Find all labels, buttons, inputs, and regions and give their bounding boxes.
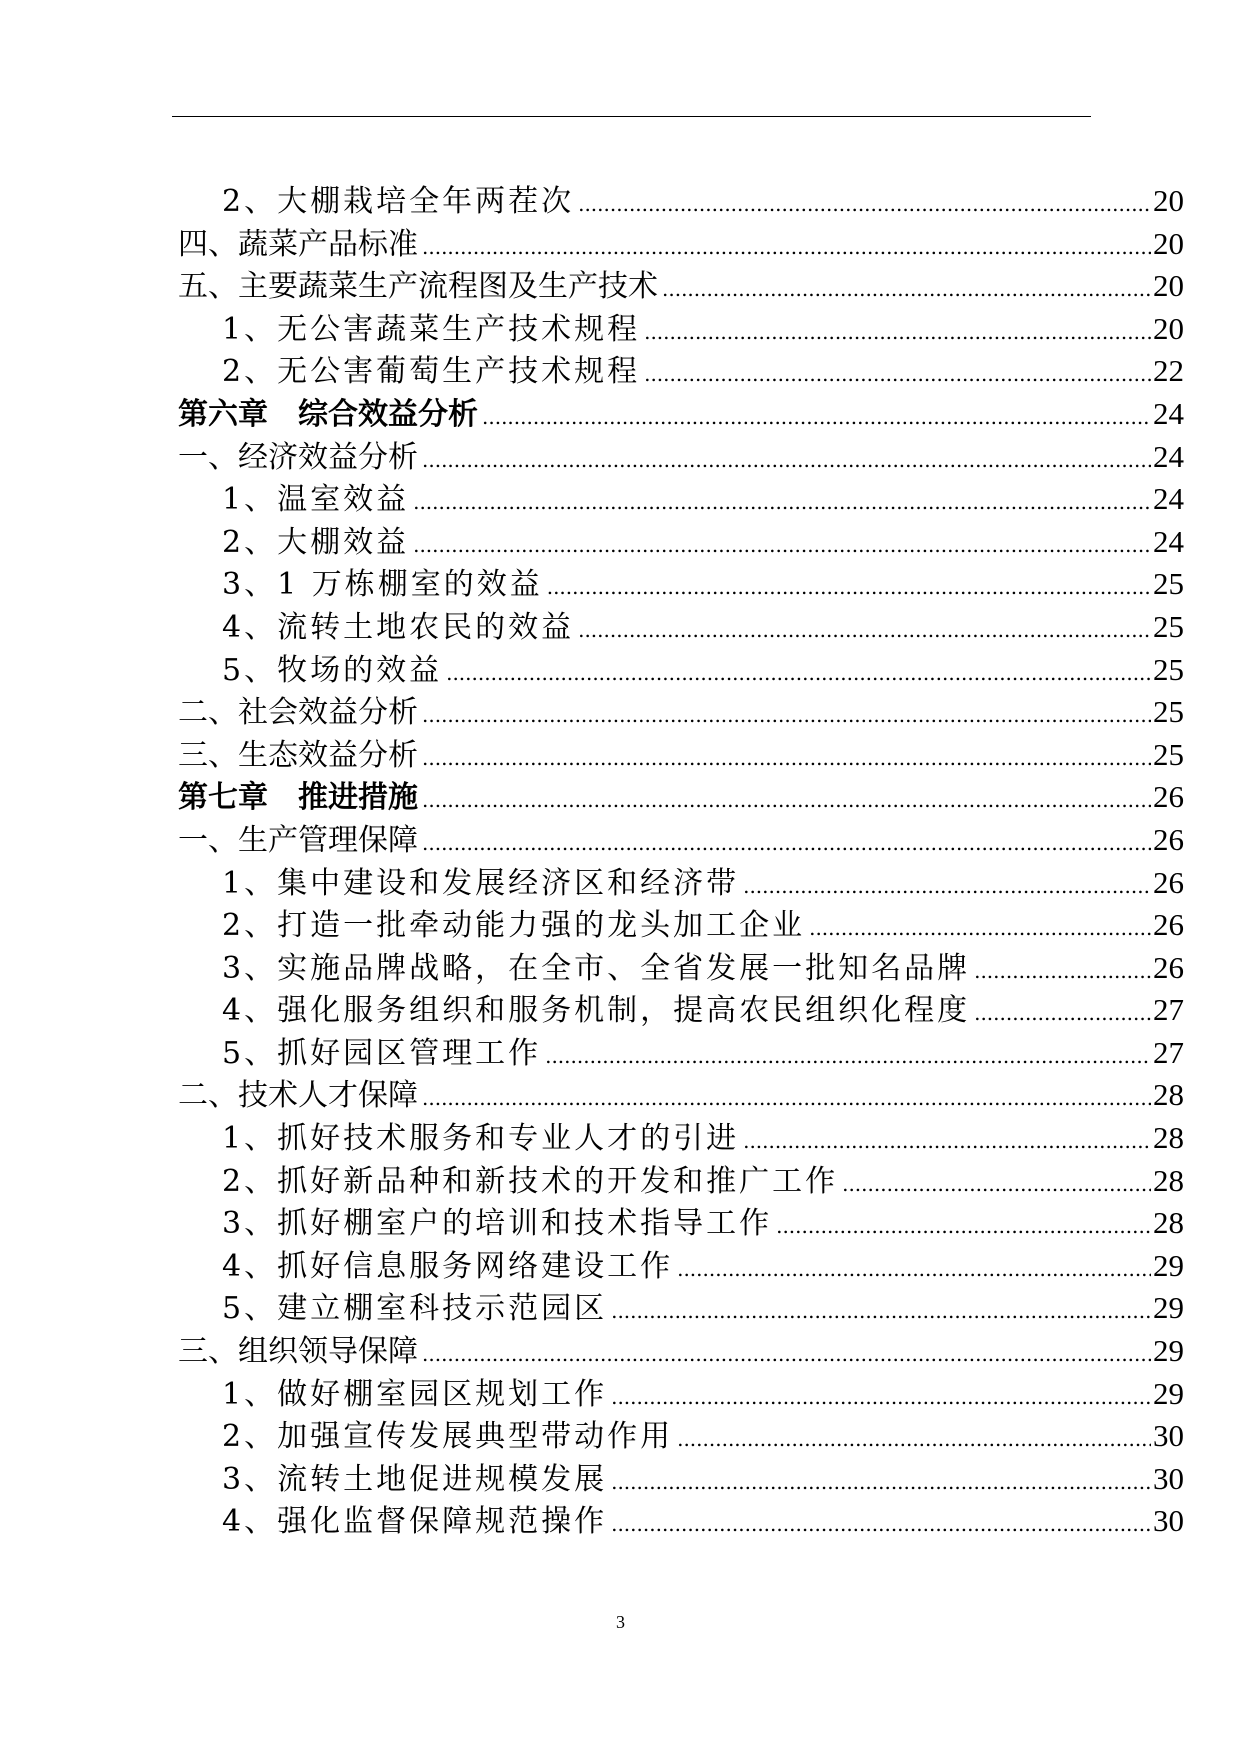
toc-entry-page: 24 xyxy=(1153,523,1184,559)
toc-leader-dots xyxy=(422,224,1151,269)
toc-entry-title: 五、主要蔬菜生产流程图及生产技术 xyxy=(178,269,658,305)
toc-leader-dots xyxy=(422,820,1151,865)
toc-leader-dots xyxy=(578,181,1151,226)
toc-entry-title: 第七章 推进措施 xyxy=(178,780,418,816)
toc-entry-title: 3、1 万栋棚室的效益 xyxy=(222,567,543,603)
toc-entry[interactable] xyxy=(178,1117,1184,1160)
toc-entry[interactable] xyxy=(178,1287,1184,1330)
toc-entry-page: 29 xyxy=(1153,1375,1184,1411)
toc-entry-page: 27 xyxy=(1153,992,1184,1028)
toc-entry[interactable] xyxy=(178,1458,1184,1501)
toc-entry-title: 4、强化监督保障规范操作 xyxy=(222,1504,608,1540)
toc-entry[interactable] xyxy=(178,1160,1184,1203)
toc-entry-title: 3、抓好棚室户的培训和技术指导工作 xyxy=(222,1206,773,1242)
toc-entry-page: 25 xyxy=(1153,736,1184,772)
toc-leader-dots xyxy=(422,437,1151,482)
toc-entry-page: 28 xyxy=(1153,1162,1184,1198)
toc-entry-title: 2、大棚效益 xyxy=(222,524,410,560)
toc-chapter-entry[interactable] xyxy=(178,393,1184,436)
toc-entry[interactable] xyxy=(178,180,1184,223)
toc-entry-title: 3、流转土地促进规模发展 xyxy=(222,1461,608,1497)
toc-entry-title: 5、牧场的效益 xyxy=(222,652,443,688)
toc-entry-page: 30 xyxy=(1153,1460,1184,1496)
toc-leader-dots xyxy=(611,1501,1151,1546)
toc-entry-page: 26 xyxy=(1153,821,1184,857)
toc-leader-dots xyxy=(644,309,1151,354)
toc-leader-dots xyxy=(974,948,1151,993)
table-of-contents xyxy=(178,180,1184,1543)
toc-entry-page: 25 xyxy=(1153,608,1184,644)
toc-entry-page: 29 xyxy=(1153,1333,1184,1369)
toc-entry-title: 二、社会效益分析 xyxy=(178,695,418,731)
toc-entry[interactable] xyxy=(178,649,1184,692)
toc-leader-dots xyxy=(422,777,1151,822)
toc-leader-dots xyxy=(842,1161,1151,1206)
toc-entry[interactable] xyxy=(178,563,1184,606)
toc-entry-title: 1、做好棚室园区规划工作 xyxy=(222,1376,608,1412)
toc-entry[interactable] xyxy=(178,223,1184,266)
toc-leader-dots xyxy=(644,351,1151,396)
toc-entry-title: 4、流转土地农民的效益 xyxy=(222,609,575,645)
toc-entry-title: 第六章 综合效益分析 xyxy=(178,396,478,432)
toc-leader-dots xyxy=(809,905,1151,950)
toc-entry[interactable] xyxy=(178,1500,1184,1543)
toc-entry-page: 26 xyxy=(1153,907,1184,943)
toc-leader-dots xyxy=(974,990,1151,1035)
toc-entry[interactable] xyxy=(178,989,1184,1032)
toc-entry[interactable] xyxy=(178,734,1184,777)
toc-entry-page: 24 xyxy=(1153,481,1184,517)
toc-entry[interactable] xyxy=(178,1074,1184,1117)
toc-leader-dots xyxy=(677,1246,1151,1291)
toc-entry-page: 25 xyxy=(1153,566,1184,602)
toc-entry-title: 1、抓好技术服务和专业人才的引进 xyxy=(222,1121,740,1157)
toc-entry-title: 1、温室效益 xyxy=(222,482,410,518)
toc-entry[interactable] xyxy=(178,947,1184,990)
toc-entry-page: 29 xyxy=(1153,1290,1184,1326)
toc-leader-dots xyxy=(578,607,1151,652)
toc-entry[interactable] xyxy=(178,819,1184,862)
header-rule xyxy=(172,116,1091,117)
toc-entry[interactable] xyxy=(178,350,1184,393)
toc-leader-dots xyxy=(677,1416,1151,1461)
toc-entry-title: 四、蔬菜产品标准 xyxy=(178,226,418,262)
toc-entry[interactable] xyxy=(178,436,1184,479)
toc-entry-title: 一、经济效益分析 xyxy=(178,439,418,475)
toc-leader-dots xyxy=(413,522,1151,567)
toc-entry[interactable] xyxy=(178,1202,1184,1245)
toc-entry-title: 2、抓好新品种和新技术的开发和推广工作 xyxy=(222,1163,839,1199)
toc-leader-dots xyxy=(545,1033,1151,1078)
toc-entry-page: 28 xyxy=(1153,1077,1184,1113)
toc-entry[interactable] xyxy=(178,1032,1184,1075)
toc-entry-title: 2、打造一批牵动能力强的龙头加工企业 xyxy=(222,908,806,944)
toc-leader-dots xyxy=(662,266,1151,311)
toc-entry-page: 28 xyxy=(1153,1120,1184,1156)
toc-entry-page: 26 xyxy=(1153,949,1184,985)
toc-entry[interactable] xyxy=(178,862,1184,905)
toc-entry-page: 27 xyxy=(1153,1034,1184,1070)
toc-entry-page: 26 xyxy=(1153,779,1184,815)
toc-entry-page: 24 xyxy=(1153,395,1184,431)
toc-entry-title: 二、技术人才保障 xyxy=(178,1078,418,1114)
toc-entry[interactable] xyxy=(178,606,1184,649)
toc-entry-page: 20 xyxy=(1153,183,1184,218)
toc-entry-title: 1、集中建设和发展经济区和经济带 xyxy=(222,865,740,901)
toc-entry[interactable] xyxy=(178,521,1184,564)
toc-leader-dots xyxy=(611,1459,1151,1504)
toc-entry-page: 22 xyxy=(1153,353,1184,389)
toc-leader-dots xyxy=(547,564,1151,609)
toc-entry-page: 30 xyxy=(1153,1418,1184,1454)
toc-entry-title: 一、生产管理保障 xyxy=(178,822,418,858)
toc-entry-title: 3、实施品牌战略，在全市、全省发展一批知名品牌 xyxy=(222,950,971,986)
toc-entry-page: 20 xyxy=(1153,225,1184,261)
toc-entry-page: 20 xyxy=(1153,268,1184,304)
toc-entry-page: 20 xyxy=(1153,310,1184,346)
toc-leader-dots xyxy=(422,1331,1151,1376)
page-number: 3 xyxy=(616,1612,625,1632)
toc-leader-dots xyxy=(743,1118,1151,1163)
toc-entry-page: 26 xyxy=(1153,864,1184,900)
toc-entry-page: 30 xyxy=(1153,1503,1184,1539)
toc-entry-title: 1、无公害蔬菜生产技术规程 xyxy=(222,311,641,347)
toc-leader-dots xyxy=(776,1203,1151,1248)
toc-entry[interactable] xyxy=(178,308,1184,351)
toc-entry[interactable] xyxy=(178,1330,1184,1373)
toc-entry-title: 2、加强宣传发展典型带动作用 xyxy=(222,1419,674,1455)
toc-leader-dots xyxy=(422,1075,1151,1120)
toc-leader-dots xyxy=(422,735,1151,780)
toc-entry-page: 25 xyxy=(1153,651,1184,687)
toc-entry-page: 28 xyxy=(1153,1205,1184,1241)
toc-entry-title: 2、大棚栽培全年两茬次 xyxy=(222,184,575,219)
toc-leader-dots xyxy=(482,394,1151,439)
toc-entry[interactable] xyxy=(178,1415,1184,1458)
toc-chapter-entry[interactable] xyxy=(178,776,1184,819)
toc-leader-dots xyxy=(611,1288,1151,1333)
toc-leader-dots xyxy=(611,1374,1151,1419)
toc-entry[interactable] xyxy=(178,904,1184,947)
toc-entry[interactable] xyxy=(178,1245,1184,1288)
toc-leader-dots xyxy=(413,479,1151,524)
toc-entry-page: 29 xyxy=(1153,1247,1184,1283)
toc-entry-title: 4、强化服务组织和服务机制，提高农民组织化程度 xyxy=(222,993,971,1029)
toc-entry-page: 24 xyxy=(1153,438,1184,474)
toc-entry-title: 4、抓好信息服务网络建设工作 xyxy=(222,1248,674,1284)
toc-entry[interactable] xyxy=(178,691,1184,734)
toc-leader-dots xyxy=(743,863,1151,908)
toc-leader-dots xyxy=(446,650,1151,695)
toc-entry-title: 5、建立棚室科技示范园区 xyxy=(222,1291,608,1327)
toc-leader-dots xyxy=(422,692,1151,737)
toc-entry[interactable] xyxy=(178,478,1184,521)
toc-entry-title: 5、抓好园区管理工作 xyxy=(222,1035,542,1071)
toc-entry-page: 25 xyxy=(1153,694,1184,730)
toc-entry[interactable] xyxy=(178,265,1184,308)
toc-entry-title: 三、生态效益分析 xyxy=(178,737,418,773)
toc-entry-title: 三、组织领导保障 xyxy=(178,1334,418,1370)
toc-entry[interactable] xyxy=(178,1373,1184,1416)
toc-entry-title: 2、无公害葡萄生产技术规程 xyxy=(222,354,641,390)
